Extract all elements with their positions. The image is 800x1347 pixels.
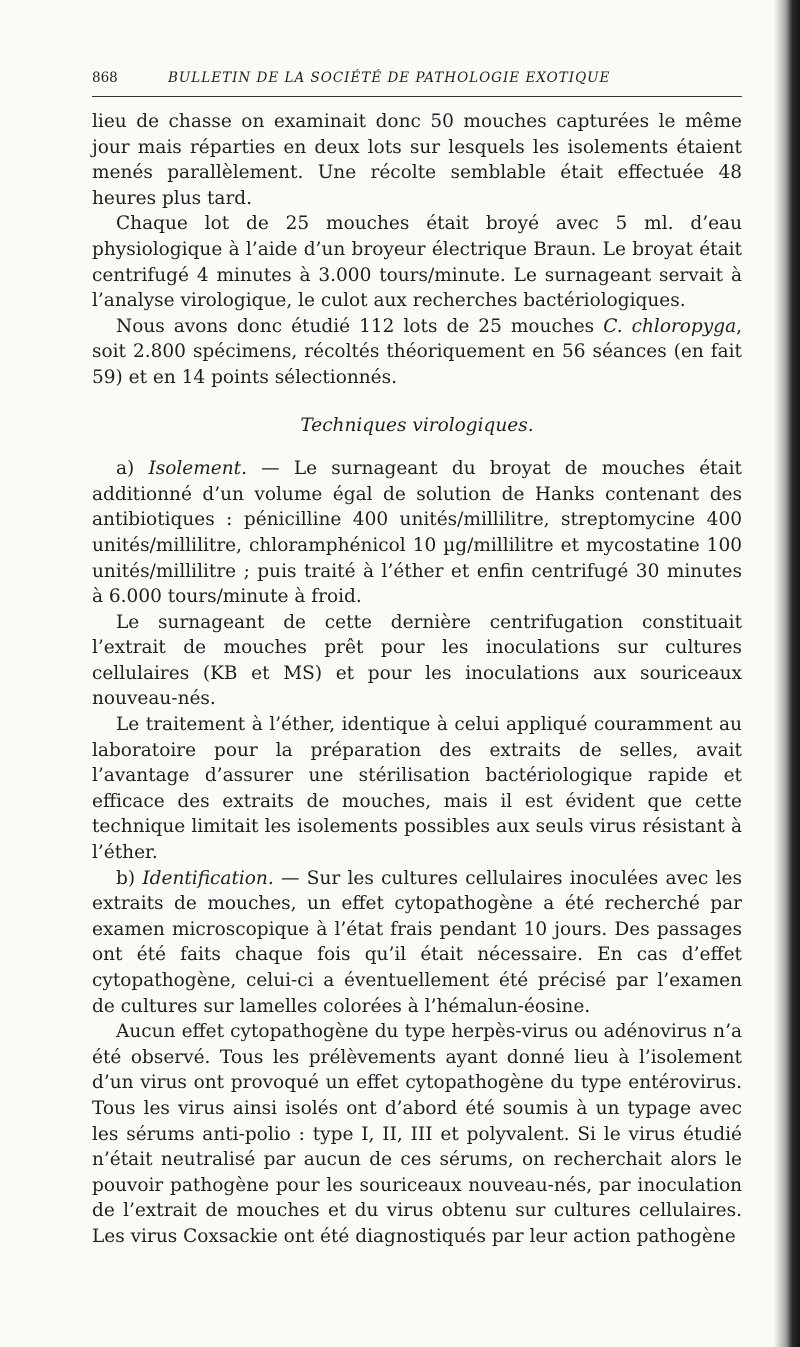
term-identification: Identification.: [142, 867, 274, 889]
paragraph-3-text-a: Nous avons donc étudié 112 lots de 25 mouches: [116, 315, 604, 337]
paragraph-isolement-text: — Le surnageant du broyat de mouches était additionné d’un volume égal de solution de Hanks contenant des antibiotiques : pénicilline 400 unités/millilitre, streptomycine 400 unités/millilitre, chloramphénicol 10 µg/millilitre et mycostatine 100 unités/millilitre ; puis traité à l’éther et enfin centrifugé 30 minutes à 6.000 tours/minute à froid.: [92, 458, 742, 608]
paragraph-isolement-label: a): [116, 458, 149, 480]
paragraph-identification-label: b): [116, 867, 143, 889]
paragraph-3-text-b: , soit 2.800 spécimens, récoltés théoriquement en 56 séances (en fait 59) et en 14 points sélectionnés.: [92, 315, 742, 388]
paragraph-6: Le traitement à l’éther, identique à celui appliqué couramment au laboratoire pour la préparation des extraits de selles, avait l’avantage d’assurer une stérilisation bactériologique rapide et efficace des extraits de mouches, mais il est évident que cette technique limitait les isolements possibles aux seuls virus résistant à l’éther.: [92, 714, 742, 864]
page: [92, 70, 742, 1250]
paragraph-8: Aucun effet cytopathogène du type herpès-virus ou adénovirus n’a été observé. Tous les prélèvements ayant donné lieu à l’isolement d’un virus ont provoqué un effet cytopathogène du type entérovirus. Tous les virus ainsi isolés ont d’abord été soumis à un typage avec les sérums anti-polio : type I, II, III et polyvalent. Si le virus étudié n’était neutralisé par aucun de ces sérums, on recherchait alors le pouvoir pathogène pour les souriceaux nouveau-nés, par inoculation de l’extrait de mouches et du virus obtenu sur cultures cellulaires. Les virus Coxsackie ont été diagnostiqués par leur action pathogène: [92, 1021, 742, 1247]
paragraph-5: Le surnageant de cette dernière centrifugation constituait l’extrait de mouches prêt pour les inoculations sur cultures cellulaires (KB et MS) et pour les inoculations aux souriceaux nouveau-nés.: [92, 611, 742, 710]
paragraph-2: Chaque lot de 25 mouches était broyé avec 5 ml. d’eau physiologique à l’aide d’un broyeur électrique Braun. Le broyat était centrifugé 4 minutes à 3.000 tours/minute. Le surnageant servait à l’analyse virologique, le culot aux recherches bactériologiques.: [92, 213, 742, 312]
journal-title: BULLETIN DE LA SOCIÉTÉ DE PATHOLOGIE EXOTIQUE: [168, 70, 611, 86]
species-name: C. chloropyga: [603, 315, 737, 337]
paragraph-isolement: [92, 456, 742, 610]
page-edge-shadow: [774, 0, 800, 1347]
term-isolement: Isolement.: [148, 458, 247, 480]
paragraph-identification-text: — Sur les cultures cellulaires inoculées avec les extraits de mouches, un effet cytopathogène a été recherché par examen microscopique à l’état frais pendant 10 jours. Des passages ont été faits chaque fois qu’il était nécessaire. En cas d’effet cytopathogène, celui-ci a éventuellement été précisé par l’examen de cultures sur lamelles colorées à l’hémalun-éosine.: [92, 867, 742, 1017]
article-body: [92, 109, 742, 1250]
paragraph-1: lieu de chasse on examinait donc 50 mouches capturées le même jour mais réparties en deux lots sur lesquels les isolements étaient menés parallèlement. Une récolte semblable était effectuée 48 heures plus tard.: [92, 111, 742, 209]
paragraph-identification: [92, 866, 742, 1020]
paragraph-3: [92, 314, 742, 391]
running-header: [92, 70, 742, 97]
section-title: Techniques virologiques.: [300, 414, 534, 436]
page-number: 868: [92, 70, 118, 86]
